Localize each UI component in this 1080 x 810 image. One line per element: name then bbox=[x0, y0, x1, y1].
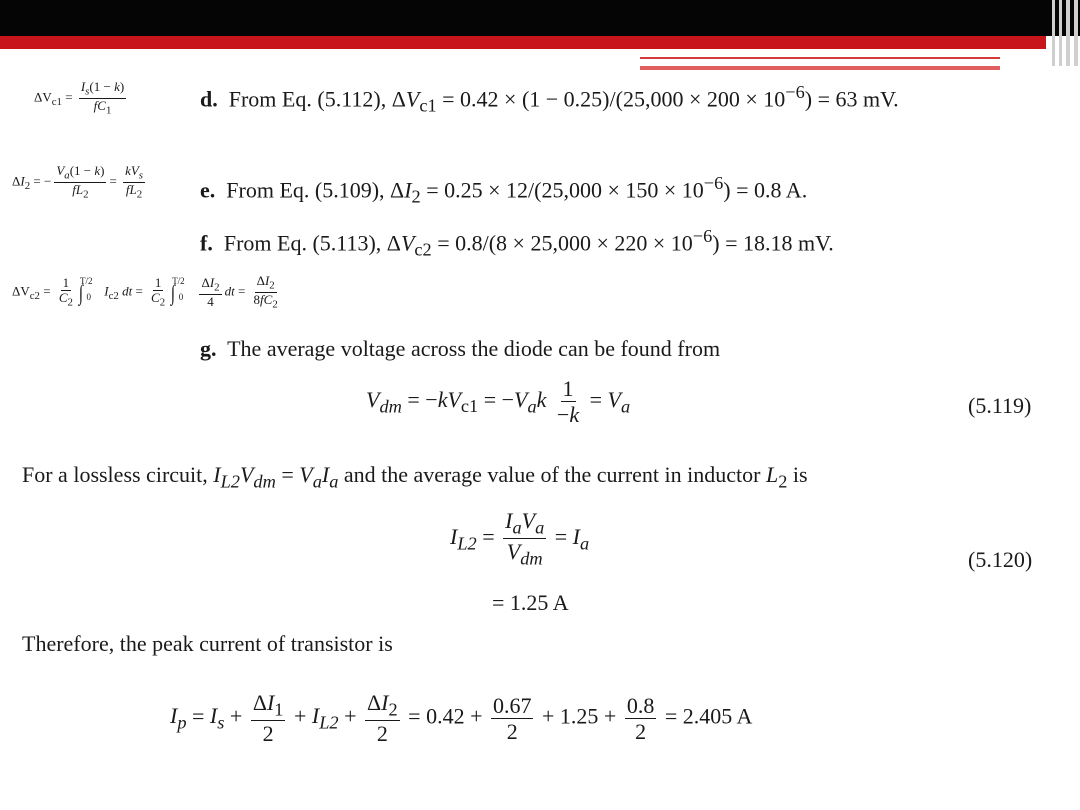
red-accent-line bbox=[640, 57, 1000, 59]
equation-5-120-result: = 1.25 A bbox=[492, 590, 569, 615]
corner-stripes bbox=[1046, 0, 1080, 66]
step-f: f. From Eq. (5.113), $\Delta V_{c2} = 0.8/(8 \times 25,000 \times 220 \times 10^{-6}) = 18.18$ mV. bbox=[200, 226, 834, 260]
side-formula-dvc2: $\Delta V_{c2}$ = $\frac{1}{C_2}$ ∫$^{T/2}_0$ $I_{c2}$ dt = $\frac{1}{C_2}$ ∫$^{T/2}_0$ $\frac{\Delta I_2}{4}$ dt = $\frac{\Delta I_2}{8fC_2}$ bbox=[12, 273, 278, 311]
equation-number-5-119: (5.119) bbox=[968, 393, 1032, 418]
red-accent-line-2 bbox=[640, 66, 1000, 70]
side-formula-di2: $\Delta I_2$ = − $\frac{V_a(1 - k)}{fL_2}$ = $\frac{kV_s}{fL_2}$ bbox=[12, 163, 144, 201]
equation-peak-current: $I_p = I_s$ + $\frac{\Delta I_1}{2}$ + $I_{L2}$ + $\frac{\Delta I_2}{2}$ = 0.42 + $\frac{0.67}{2}$ + 1.25 + $\frac{0.8}{2}$ = 2.405 A bbox=[170, 690, 753, 747]
side-formula-dvc1: $\Delta V_{c1}$ = $\frac{I_s(1 - k)}{fC_1}$ bbox=[34, 79, 125, 117]
step-g: g. The average voltage across the diode can be found from bbox=[200, 336, 721, 361]
paragraph-lossless: For a lossless circuit, $I_{L2}V_{dm} = V_aI_a$ and the average value of the current in inductor $L_2$ is bbox=[22, 462, 808, 492]
equation-number-5-120: (5.120) bbox=[968, 547, 1033, 572]
equation-5-119: $V_{dm} = -kV_{c1} = -V_ak$ $\frac{1}{-k}$ = $V_a$ bbox=[366, 376, 631, 428]
paragraph-therefore: Therefore, the peak current of transistor is bbox=[22, 631, 393, 656]
step-e: e. From Eq. (5.109), $\Delta I_2 = 0.25 \times 12/(25,000 \times 150 \times 10^{-6}) = 0.8$ A. bbox=[200, 173, 808, 207]
step-d: d. From Eq. (5.112), $\Delta V_{c1} = 0.42 \times (1 - 0.25)/(25,000 \times 200 \times 10^{-6}) = 63$ mV. bbox=[200, 82, 899, 116]
top-red-bar bbox=[0, 36, 1046, 49]
equation-5-120: $I_{L2}$ = $\frac{I_aV_a}{V_{dm}}$ = $I_a$ bbox=[450, 508, 590, 569]
top-black-bar bbox=[0, 0, 1080, 36]
